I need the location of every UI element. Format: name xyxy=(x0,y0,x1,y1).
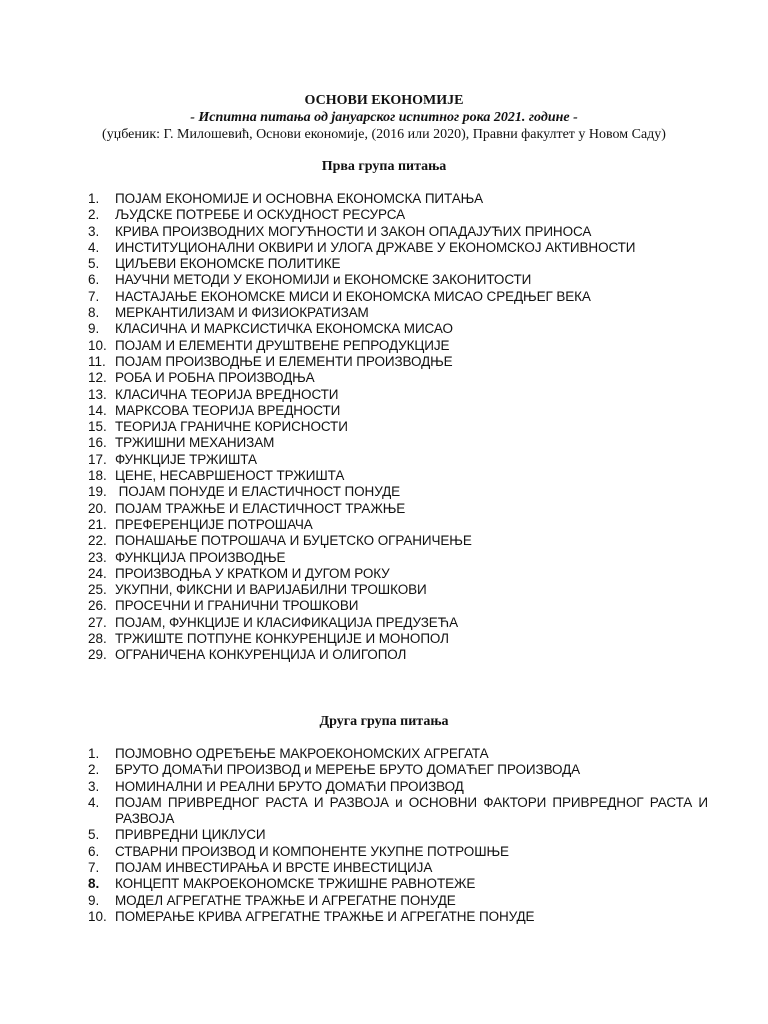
item-number: 8. xyxy=(88,876,100,892)
item-number: 3. xyxy=(88,223,100,239)
item-text: КЛАСИЧНА И МАРКСИСТИЧКА ЕКОНОМСКА МИСАО xyxy=(115,321,453,337)
list-item xyxy=(88,403,688,419)
group1-question-list xyxy=(88,191,688,664)
item-text: НАСТАЈАЊЕ ЕКОНОМСКЕ МИСИ И ЕКОНОМСКА МИСАО СРЕДЊЕГ ВЕКА xyxy=(115,288,591,304)
item-number: 23. xyxy=(88,549,107,565)
list-item xyxy=(88,272,688,288)
item-number: 7. xyxy=(88,860,100,876)
item-number: 7. xyxy=(88,288,100,304)
item-number: 27. xyxy=(88,614,107,630)
item-number: 9. xyxy=(88,892,100,908)
item-number: 1. xyxy=(88,746,100,761)
item-text: ЦЕНЕ, НЕСАВРШЕНОСТ ТРЖИШТА xyxy=(115,468,345,484)
item-text: ЦИЉЕВИ ЕКОНОМСКЕ ПОЛИТИКЕ xyxy=(115,256,341,272)
item-text: ПОЈАМ, ФУНКЦИЈЕ И КЛАСИФИКАЦИЈА ПРЕДУЗЕЋА xyxy=(115,614,458,630)
list-item xyxy=(88,517,688,533)
item-text: ИНСТИТУЦИОНАЛНИ ОКВИРИ И УЛОГА ДРЖАВЕ У ЕКОНОМСКОЈ АКТИВНОСТИ xyxy=(115,239,636,255)
list-item xyxy=(88,566,688,582)
item-text: ТЕОРИЈА ГРАНИЧНЕ КОРИСНОСТИ xyxy=(115,419,348,435)
document-title: ОСНОВИ ЕКОНОМИЈЕ xyxy=(304,93,464,108)
item-number: 5. xyxy=(88,827,100,843)
list-item xyxy=(88,647,688,663)
list-item xyxy=(88,582,688,598)
list-item xyxy=(88,468,688,484)
item-text: ЉУДСКЕ ПОТРЕБЕ И ОСКУДНОСТ РЕСУРСА xyxy=(115,207,406,223)
item-number: 8. xyxy=(88,305,100,321)
list-item xyxy=(88,289,688,305)
item-number: 12. xyxy=(88,370,107,386)
document-subtitle: - Испитна питања од јануарског испитног рока 2021. године - xyxy=(190,110,578,125)
item-text: ПРОСЕЧНИ И ГРАНИЧНИ ТРОШКОВИ xyxy=(115,598,359,614)
item-text: КРИВА ПРОИЗВОДНИХ МОГУЋНОСТИ И ЗАКОН ОПАДАЈУЋИХ ПРИНОСА xyxy=(115,223,592,239)
list-item xyxy=(88,370,688,386)
list-item xyxy=(88,207,688,223)
item-number: 6. xyxy=(88,272,100,288)
item-number: 28. xyxy=(88,631,107,647)
list-item xyxy=(88,909,708,925)
item-text: УКУПНИ, ФИКСНИ И ВАРИЈАБИЛНИ ТРОШКОВИ xyxy=(115,582,427,598)
item-number: 4. xyxy=(88,794,100,810)
item-text: НАУЧНИ МЕТОДИ У ЕКОНОМИЈИ и ЕКОНОМСКЕ ЗАКОНИТОСТИ xyxy=(115,272,532,288)
group2-heading: Друга група питања xyxy=(319,714,449,729)
item-text: ПОЈМОВНО ОДРЕЂЕЊЕ МАКРОЕКОНОМСКИХ АГРЕГАТА xyxy=(115,746,489,761)
item-number: 5. xyxy=(88,256,100,272)
list-item xyxy=(88,452,688,468)
item-text: ПОЈАМ ЕКОНОМИЈЕ И ОСНОВНА ЕКОНОМСКА ПИТАЊА xyxy=(115,191,484,206)
item-text: ПОЈАМ И ЕЛЕМЕНТИ ДРУШТВЕНЕ РЕПРОДУКЦИЈЕ xyxy=(115,337,450,353)
item-text: ФУНКЦИЈЕ ТРЖИШТА xyxy=(115,451,257,467)
list-item xyxy=(88,844,708,860)
item-number: 13. xyxy=(88,386,107,402)
item-text: ПОЈАМ ТРАЖЊЕ И ЕЛАСТИЧНОСТ ТРАЖЊЕ xyxy=(115,500,406,516)
item-number: 16. xyxy=(88,435,107,451)
item-text: КОНЦЕПТ МАКРОЕКОНОМСКЕ ТРЖИШНЕ РАВНОТЕЖЕ xyxy=(115,876,476,892)
list-item xyxy=(88,240,688,256)
item-number: 2. xyxy=(88,207,100,223)
list-item xyxy=(88,321,688,337)
item-number: 21. xyxy=(88,516,107,532)
item-text: ПОЈАМ ПОНУДЕ И ЕЛАСТИЧНОСТ ПОНУДЕ xyxy=(115,484,401,500)
item-text: ПОМЕРАЊЕ КРИВА АГРЕГАТНЕ ТРАЖЊЕ И АГРЕГАТНЕ ПОНУДЕ xyxy=(115,908,535,924)
list-item xyxy=(88,746,708,762)
item-number: 1. xyxy=(88,191,100,206)
list-item xyxy=(88,191,688,207)
list-item xyxy=(88,762,708,778)
item-text: СТВАРНИ ПРОИЗВОД И КОМПОНЕНТЕ УКУПНЕ ПОТРОШЊЕ xyxy=(115,843,509,859)
list-item xyxy=(88,615,688,631)
group1-heading: Прва група питања xyxy=(321,159,447,174)
item-text: НОМИНАЛНИ И РЕАЛНИ БРУТО ДОМАЋИ ПРОИЗВОД xyxy=(115,778,464,794)
document-header xyxy=(0,92,768,144)
list-item xyxy=(88,354,688,370)
item-number: 14. xyxy=(88,402,107,418)
item-text: МЕРКАНТИЛИЗАМ И ФИЗИОКРАТИЗАМ xyxy=(115,305,369,321)
item-number: 2. xyxy=(88,762,100,778)
list-item xyxy=(88,631,688,647)
item-number: 11. xyxy=(88,353,106,369)
item-number: 26. xyxy=(88,598,107,614)
list-item xyxy=(88,827,708,843)
item-text: МАРКСОВА ТЕОРИЈА ВРЕДНОСТИ xyxy=(115,402,341,418)
list-item xyxy=(88,387,688,403)
item-text: БРУТО ДОМАЋИ ПРОИЗВОД и МЕРЕЊЕ БРУТО ДОМАЋЕГ ПРОИЗВОДА xyxy=(115,762,581,778)
list-item xyxy=(88,598,688,614)
item-text: ОГРАНИЧЕНА КОНКУРЕНЦИЈА И ОЛИГОПОЛ xyxy=(115,647,407,663)
item-number: 29. xyxy=(88,647,107,663)
list-item xyxy=(88,224,688,240)
list-item xyxy=(88,876,708,892)
item-text: ПОЈАМ ПРИВРЕДНОГ РАСТА И РАЗВОЈА и ОСНОВНИ ФАКТОРИ ПРИВРЕДНОГ РАСТА И РАЗВОЈА xyxy=(115,794,708,827)
list-item xyxy=(88,484,688,500)
item-number: 19. xyxy=(88,484,107,500)
document-source: (уџбеник: Г. Милошевић, Основи економије, (2016 или 2020), Правни факултет у Новом Саду) xyxy=(102,127,666,142)
list-item xyxy=(88,893,708,909)
item-text: ПОЈАМ ПРОИЗВОДЊЕ И ЕЛЕМЕНТИ ПРОИЗВОДЊЕ xyxy=(115,353,453,369)
item-text: ПОЈАМ ИНВЕСТИРАЊА И ВРСТЕ ИНВЕСТИЦИЈА xyxy=(115,860,433,876)
list-item xyxy=(88,779,708,795)
list-item xyxy=(88,795,708,828)
item-number: 25. xyxy=(88,582,107,598)
item-number: 9. xyxy=(88,321,100,337)
item-number: 17. xyxy=(88,451,107,467)
list-item xyxy=(88,550,688,566)
item-text: РОБА И РОБНА ПРОИЗВОДЊА xyxy=(115,370,315,386)
list-item xyxy=(88,256,688,272)
item-number: 18. xyxy=(88,468,107,484)
list-item xyxy=(88,501,688,517)
list-item xyxy=(88,860,708,876)
list-item xyxy=(88,533,688,549)
item-number: 20. xyxy=(88,500,107,516)
item-text: МОДЕЛ АГРЕГАТНЕ ТРАЖЊЕ И АГРЕГАТНЕ ПОНУДЕ xyxy=(115,892,456,908)
item-text: ПРЕФЕРЕНЦИЈЕ ПОТРОШАЧА xyxy=(115,516,313,532)
item-number: 24. xyxy=(88,565,107,581)
item-text: ТРЖИШНИ МЕХАНИЗАМ xyxy=(115,435,275,451)
item-text: ПОНАШАЊЕ ПОТРОШАЧА И БУЏЕТСКО ОГРАНИЧЕЊЕ xyxy=(115,533,472,549)
list-item xyxy=(88,419,688,435)
item-text: ПРОИЗВОДЊА У КРАТКОМ И ДУГОМ РОКУ xyxy=(115,565,390,581)
item-text: ТРЖИШТЕ ПОТПУНЕ КОНКУРЕНЦИЈЕ И МОНОПОЛ xyxy=(115,631,449,647)
item-number: 15. xyxy=(88,419,107,435)
list-item xyxy=(88,305,688,321)
item-text: ФУНКЦИЈА ПРОИЗВОДЊЕ xyxy=(115,549,286,565)
item-number: 10. xyxy=(88,337,107,353)
item-number: 6. xyxy=(88,843,100,859)
item-text: КЛАСИЧНА ТЕОРИЈА ВРЕДНОСТИ xyxy=(115,386,339,402)
item-number: 22. xyxy=(88,533,107,549)
list-item xyxy=(88,435,688,451)
item-text: ПРИВРЕДНИ ЦИКЛУСИ xyxy=(115,827,266,843)
item-number: 10. xyxy=(88,908,107,924)
item-number: 4. xyxy=(88,239,100,255)
list-item xyxy=(88,338,688,354)
item-number: 3. xyxy=(88,778,100,794)
group2-question-list xyxy=(88,746,708,925)
